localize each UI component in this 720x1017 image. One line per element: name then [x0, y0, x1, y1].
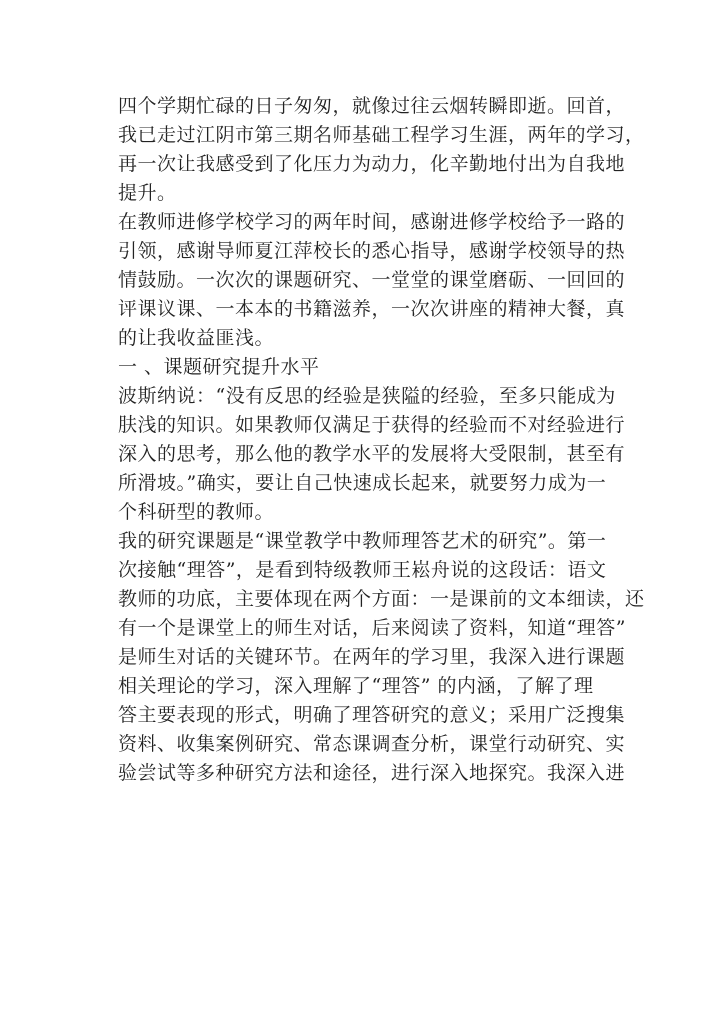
text-line: 是师生对话的关键环节。在两年的学习里，我深入进行课题 [118, 646, 626, 668]
text-line: 引领，感谢导师夏江萍校长的悉心指导，感谢学校领导的热 [118, 240, 626, 262]
text-line: 情鼓励。一次次的课题研究、一堂堂的课堂磨砺、一回回的 [118, 269, 626, 291]
text-line: 我已走过江阴市第三期名师基础工程学习生涯，两年的学习， [118, 124, 645, 146]
text-line: 教师的功底，主要体现在两个方面：一是课前的文本细读，还 [118, 588, 645, 610]
body-text [118, 92, 645, 788]
text-line: 验尝试等多种研究方法和途径，进行深入地探究。我深入进 [118, 762, 626, 784]
text-line: 肤浅的知识。如果教师仅满足于获得的经验而不对经验进行 [118, 414, 626, 436]
text-line: 提升。 [118, 182, 177, 204]
text-line: 答主要表现的形式，明确了理答研究的意义；采用广泛搜集 [118, 704, 626, 726]
text-line: 四个学期忙碌的日子匆匆，就像过往云烟转瞬即逝。回首， [118, 95, 626, 117]
text-line: 深入的思考，那么他的教学水平的发展将大受限制，甚至有 [118, 443, 626, 465]
text-line: 的让我收益匪浅。 [118, 327, 275, 349]
text-line: 相关理论的学习，深入理解了“理答” 的内涵，了解了理 [118, 675, 594, 697]
text-line: 再一次让我感受到了化压力为动力，化辛勤地付出为自我地 [118, 153, 626, 175]
text-line: 我的研究课题是“课堂教学中教师理答艺术的研究”。第一 [118, 530, 607, 552]
text-line: 波斯纳说：“没有反思的经验是狭隘的经验，至多只能成为 [118, 385, 616, 407]
text-line: 评课议课、一本本的书籍滋养，一次次讲座的精神大餐，真 [118, 298, 626, 320]
text-line: 资料、收集案例研究、常态课调查分析，课堂行动研究、实 [118, 733, 626, 755]
text-line: 次接触“理答”，是看到特级教师王崧舟说的这段话：语文 [118, 559, 607, 581]
section-heading: 一 、课题研究提升水平 [118, 356, 320, 378]
text-line: 所滑坡。”确实，要让自己快速成长起来，就要努力成为一 [118, 472, 607, 494]
text-line: 在教师进修学校学习的两年时间，感谢进修学校给予一路的 [118, 211, 626, 233]
text-line: 个科研型的教师。 [118, 501, 275, 523]
text-line: 有一个是课堂上的师生对话，后来阅读了资料，知道“理答” [118, 617, 626, 639]
